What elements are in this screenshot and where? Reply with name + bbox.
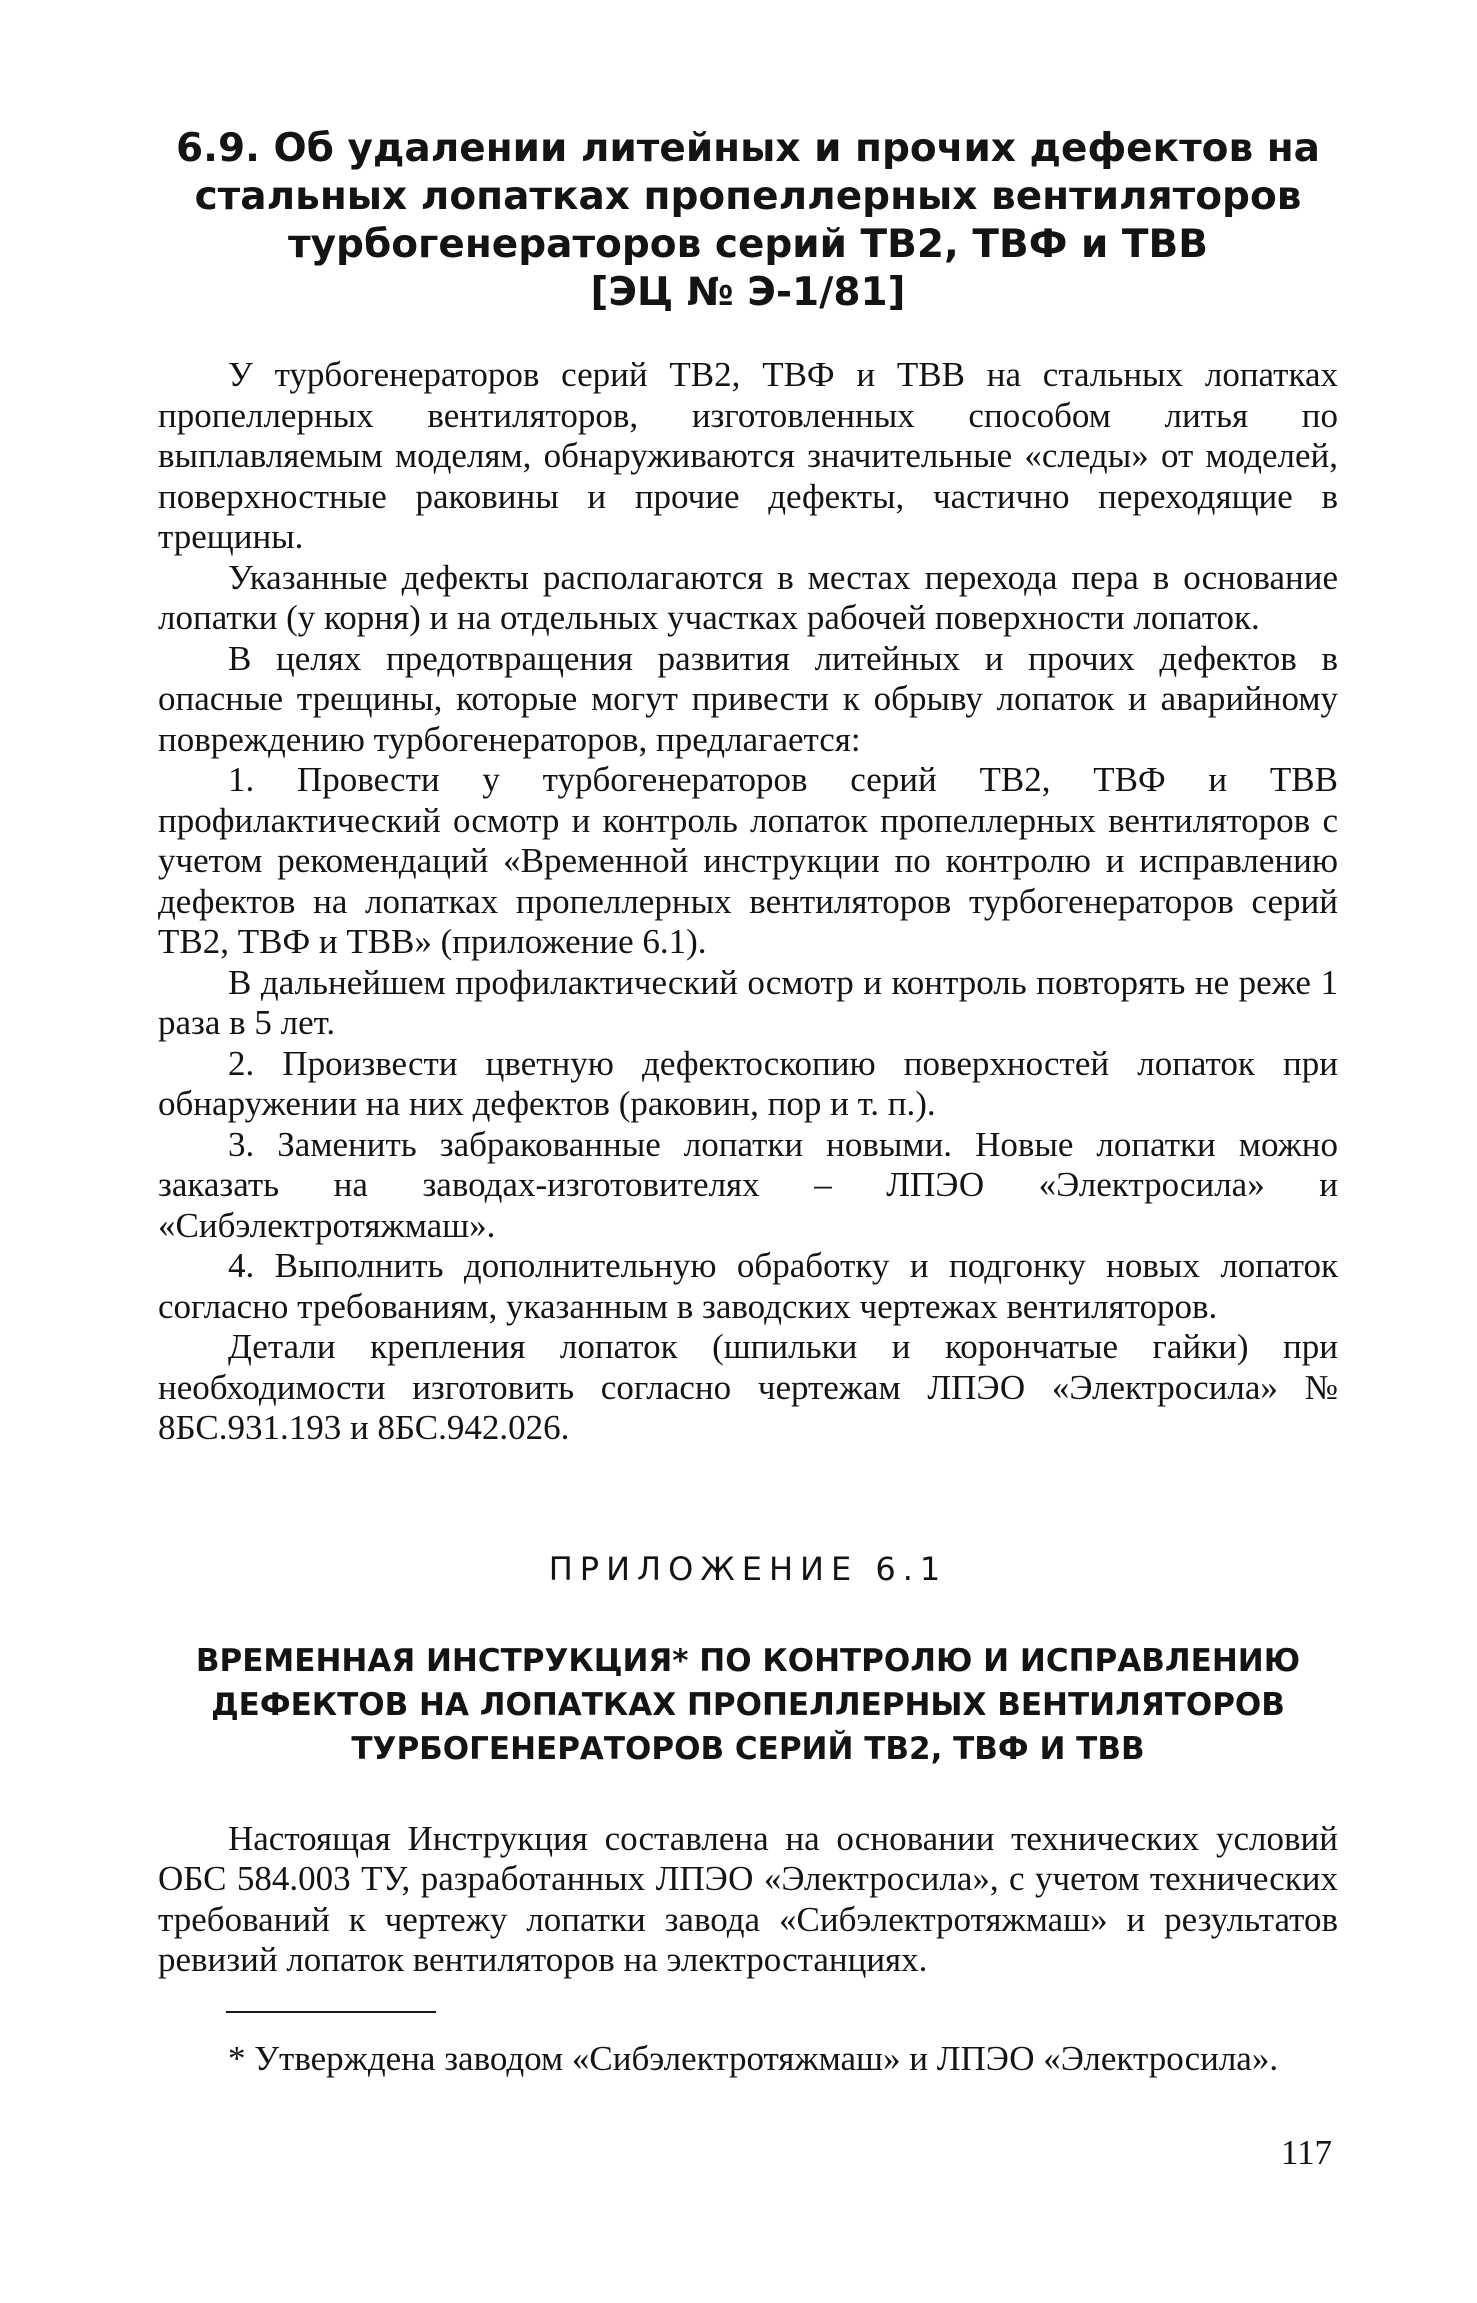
footnote: * Утверждена заводом «Сибэлектротяжмаш» и ЛПЭО «Электросила». [228,2038,1279,2078]
paragraph: Настоящая Инструкция составлена на основании технических условий ОБС 584.003 ТУ, разработанных ЛПЭО «Электросила», с учетом технических требований к чертежу лопатки завода «Сибэлектротяжмаш» и результатов ревизий лопаток вентиляторов на электростанциях. [158,1818,1338,1979]
paragraph: Указанные дефекты располагаются в местах перехода пера в основание лопатки (у корня) и на отдельных участках рабочей поверхности лопаток. [158,557,1338,637]
appendix-label: ПРИЛОЖЕНИЕ 6.1 [548,1549,948,1588]
appendix-title-line: ТУРБОГЕНЕРАТОРОВ СЕРИЙ ТВ2, ТВФ И ТВВ [351,1730,1145,1767]
paragraph: 4. Выполнить дополнительную обработку и подгонку новых лопаток согласно требованиям, указанным в заводских чертежах вентиляторов. [158,1246,1338,1326]
section-title-line: стальных лопатках пропеллерных вентиляторов [194,174,1302,219]
footnote-divider [226,2011,436,2013]
paragraph: В дальнейшем профилактический осмотр и контроль повторять не реже 1 раза в 5 лет. [158,962,1338,1042]
section-title [158,125,1338,317]
section-body [158,355,1338,1449]
paragraph: У турбогенераторов серий ТВ2, ТВФ и ТВВ на стальных лопатках пропеллерных вентиляторов, изготовленных способом литья по выплавляемым моделям, обнаруживаются значительные «следы» от моделей, поверхностные раковины и прочие дефекты, частично переходящие в трещины. [158,355,1338,556]
appendix-title [158,1639,1338,1771]
paragraph: 1. Провести у турбогенераторов серий ТВ2, ТВФ и ТВВ профилактический осмотр и контроль лопаток пропеллерных вентиляторов с учетом рекомендаций «Временной инструкции по контролю и исправлению дефектов на лопатках пропеллерных вентиляторов турбогенераторов серий ТВ2, ТВФ и ТВВ» (приложение 6.1). [158,760,1338,961]
paragraph: Детали крепления лопаток (шпильки и корончатые гайки) при необходимости изготовить согласно чертежам ЛПЭО «Электросила» № 8БС.931.193 и 8БС.942.026. [158,1327,1338,1447]
paragraph: 2. Произвести цветную дефектоскопию поверхностей лопаток при обнаружении на них дефектов (раковин, пор и т. п.). [158,1043,1338,1123]
paragraph: В целях предотвращения развития литейных и прочих дефектов в опасные трещины, которые могут привести к обрыву лопаток и аварийному повреждению турбогенераторов, предлагается: [158,638,1338,759]
section-title-line: 6.9. Об удалении литейных и прочих дефектов на [176,126,1320,171]
appendix-title-line: ВРЕМЕННАЯ ИНСТРУКЦИЯ* ПО КОНТРОЛЮ И ИСПРАВЛЕНИЮ [195,1642,1301,1679]
appendix-body [158,1819,1338,1981]
appendix-title-line: ДЕФЕКТОВ НА ЛОПАТКАХ ПРОПЕЛЛЕРНЫХ ВЕНТИЛЯТОРОВ [211,1686,1285,1723]
page-number: 117 [1280,2133,1332,2172]
page [158,125,1338,2079]
paragraph: 3. Заменить забракованные лопатки новыми. Новые лопатки можно заказать на заводах-изготовителях – ЛПЭО «Электросила» и «Сибэлектротяжмаш». [158,1124,1338,1245]
section-title-line: [ЭЦ № Э-1/81] [590,270,906,315]
section-title-line: турбогенераторов серий ТВ2, ТВФ и ТВВ [288,222,1208,267]
